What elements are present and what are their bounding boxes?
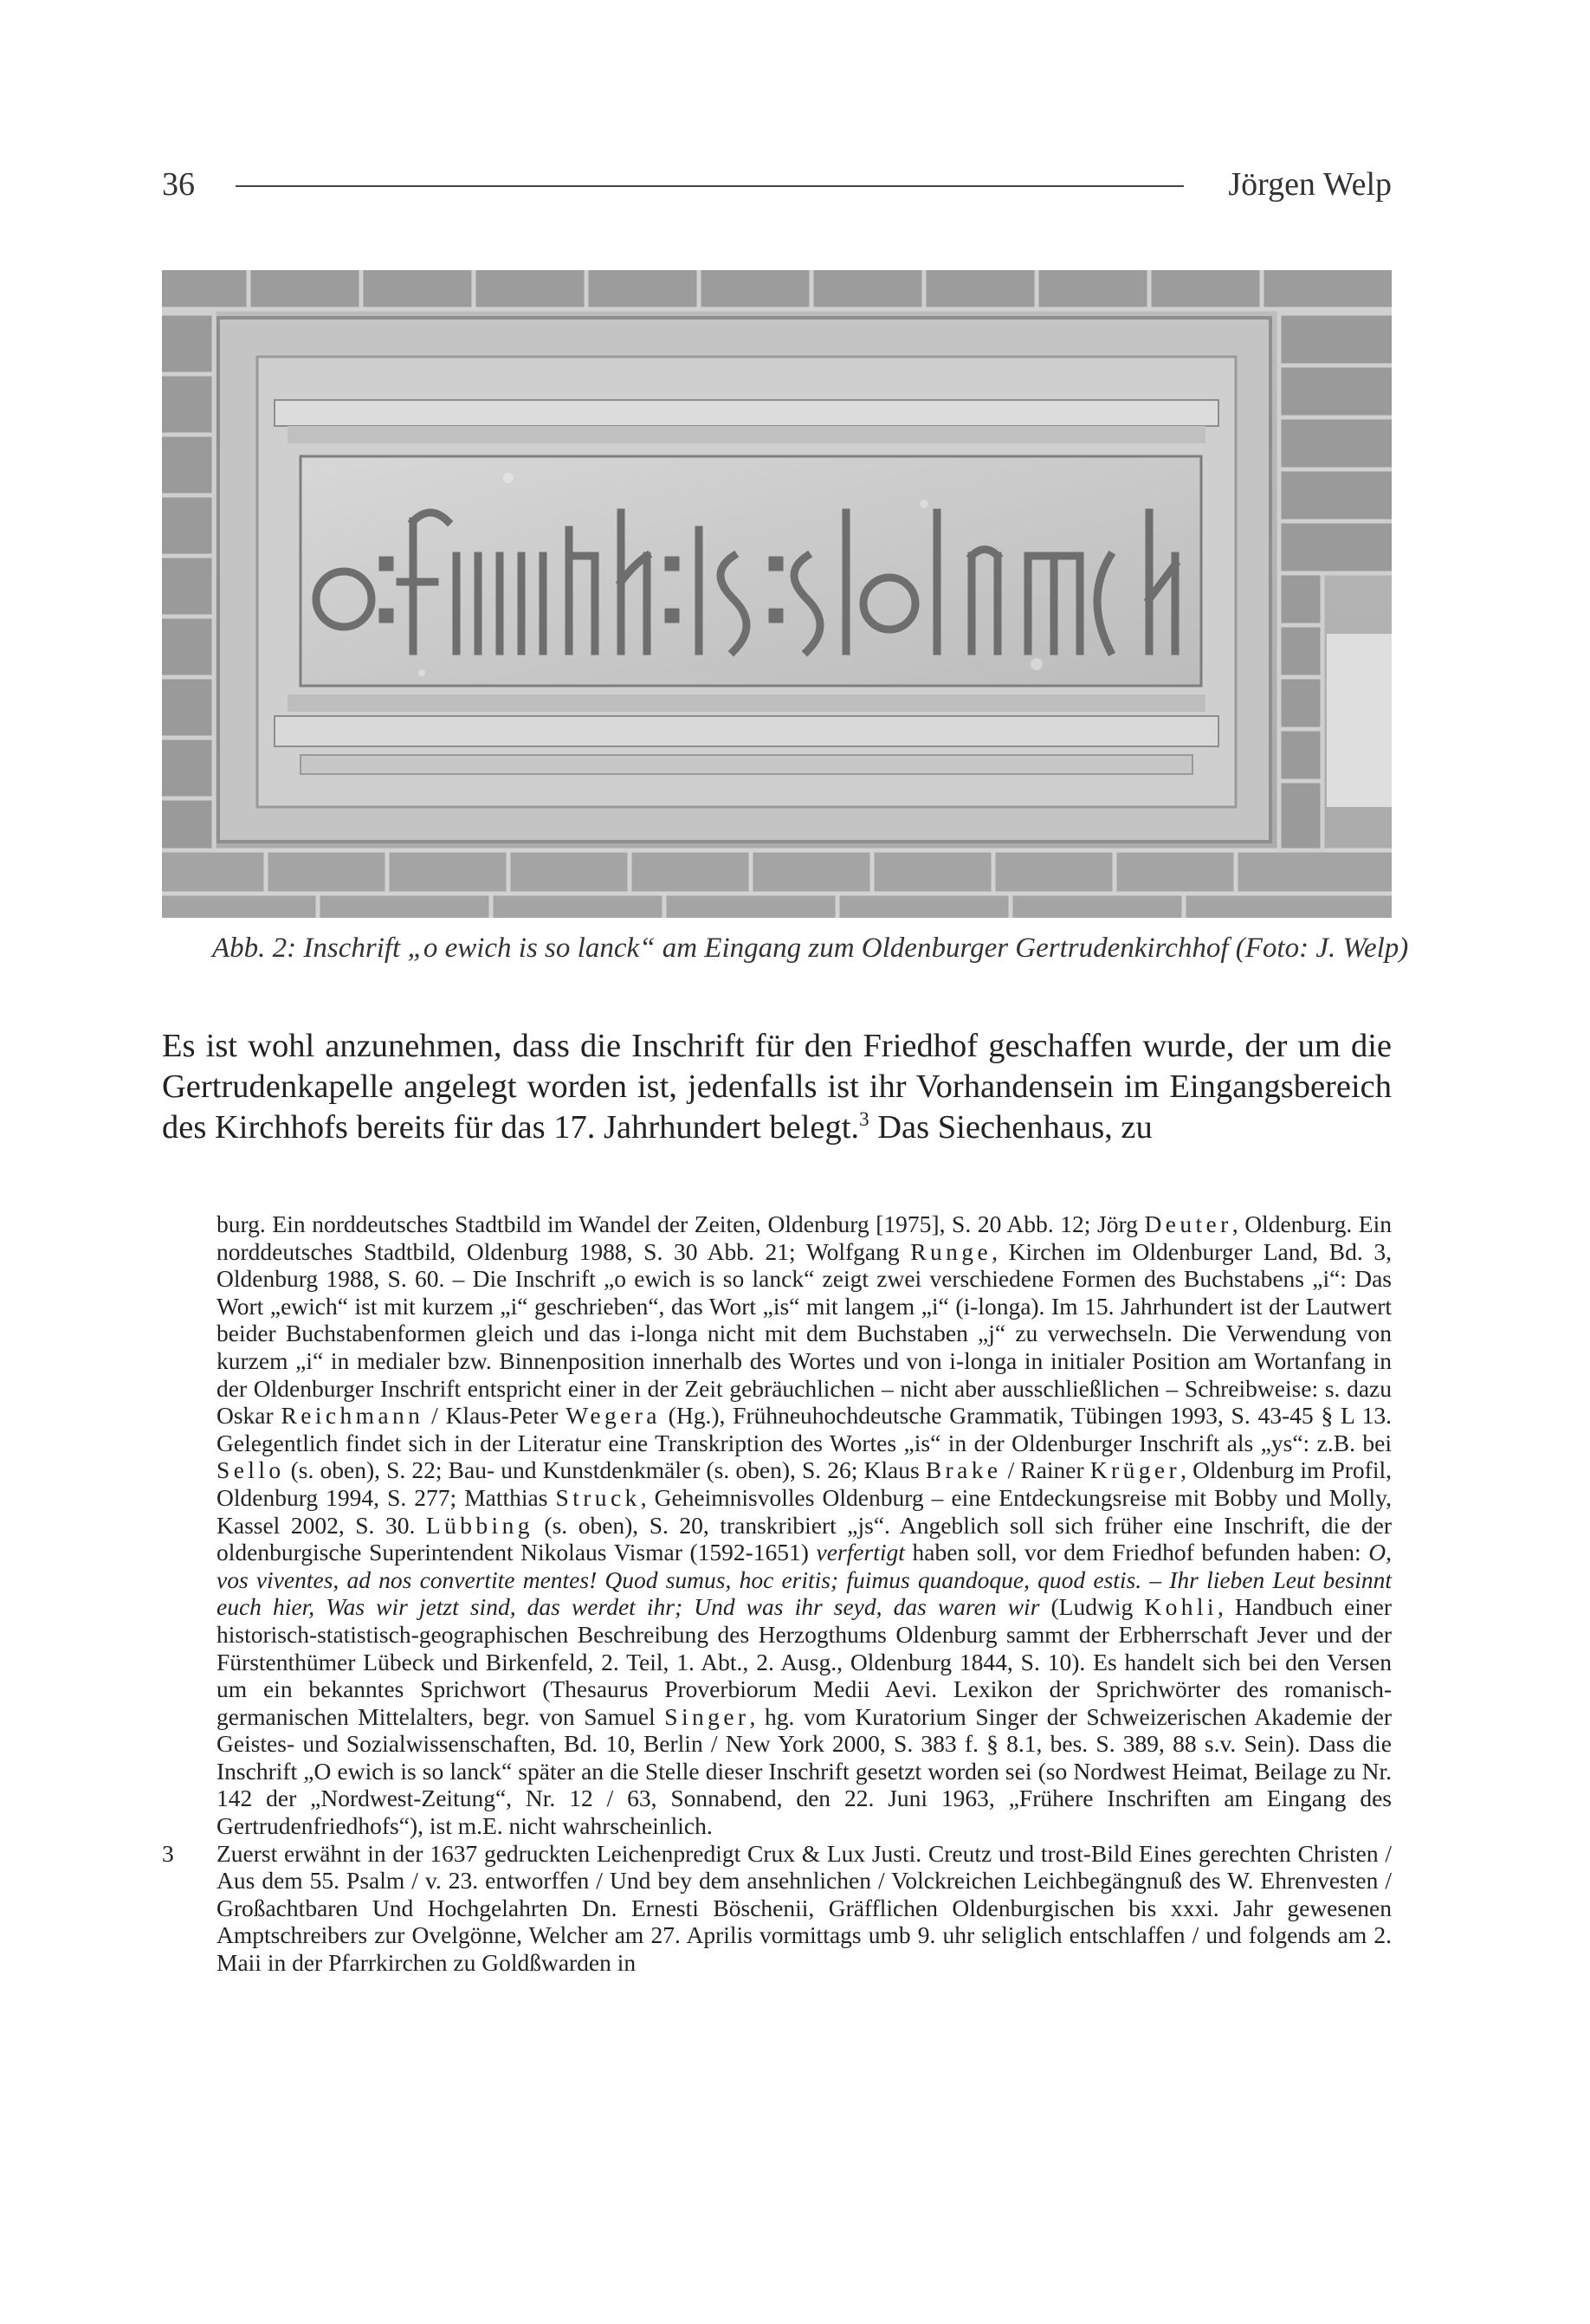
italic-text: verfertigt bbox=[816, 1539, 905, 1566]
author-name: Struck bbox=[555, 1483, 641, 1511]
photo-inscription-icon bbox=[162, 270, 1392, 918]
footnote-text: burg. Ein norddeutsches Stadtbild im Wandel der Zeiten, Oldenburg [1975], S. 20 Abb. 12; Jörg bbox=[217, 1210, 1145, 1237]
footnote-text: Zuerst erwähnt in der 1637 gedruckten Leichenpredigt Crux & Lux Justi. Creutz und trost-Bild Eines gerechten Christen / Aus dem 55. Psalm / v. 23. entworffen / Und bey dem ansehnlichen / Volckreichen Leichbegängnuß des W. Ehrenvesten / Großachtbaren Und Hochgelahrten Dn. Ernesti Böschenii, Gräfflichen Oldenburgischen bis xxxi. Jahr gewesenen Amptschreibers zur Ovelgönne, Welcher am 27. Aprilis vormittags umb 9. uhr seliglich entschlaffen / und folgends am 2. Maii in der Pfarrkirchen zu Goldßwarden in bbox=[217, 1839, 1392, 1977]
author-name: Brake bbox=[925, 1456, 1002, 1484]
inscription-photo bbox=[162, 270, 1392, 918]
author-name: Singer bbox=[664, 1702, 750, 1730]
author-name: Lübbing bbox=[425, 1511, 533, 1539]
body-paragraph bbox=[162, 1026, 1392, 1148]
author-name: Sello bbox=[217, 1456, 285, 1484]
header-rule bbox=[236, 185, 1184, 187]
footnote-text: haben soll, vor dem Friedhof befunden haben: bbox=[904, 1539, 1369, 1566]
footnote-text: (s. oben), S. 20, transkribiert „js“. Angeblich soll sich früher eine Inschrift, die der oldenburgische Superintendent Nikolaus Vismar (1592-1651) bbox=[217, 1511, 1392, 1566]
footnote-text: (Ludwig bbox=[1039, 1593, 1145, 1621]
footnote-text: / Klaus-Peter bbox=[423, 1402, 566, 1430]
footnote-text: , Handbuch einer historisch-statistisch-geographischen Beschreibung des Herzogthums Oldenburg sammt der Erbherrschaft Jever und der Fürstenthümer Lübeck und Birkenfeld, 2. Teil, 1. Abt., 2. Ausg., Oldenburg 1844, S. 10). Es handelt sich bei den Versen um ein bekanntes Sprichwort (Thesaurus Proverbiorum Medii Aevi. Lexikon der Sprichwörter des romanisch-germanischen Mittelalters, begr. von Samuel bbox=[217, 1593, 1392, 1730]
footnote-3 bbox=[162, 1839, 1392, 1977]
footnote-number: 3 bbox=[162, 1839, 174, 1867]
author-name: Kohli bbox=[1144, 1593, 1218, 1621]
author-name: Krüger bbox=[1089, 1456, 1181, 1484]
footnote-text: (s. oben), S. 22; Bau- und Kunstdenkmäler (s. oben), S. 26; Klaus bbox=[284, 1456, 926, 1484]
author-name: Wegera bbox=[566, 1402, 661, 1430]
footnote-reference: 3 bbox=[859, 1107, 869, 1131]
body-paragraph-tail: Das Siechenhaus, zu bbox=[869, 1109, 1153, 1146]
footnote-text: , Oldenburg im Profil, Oldenburg 1994, S. 277; Matthias bbox=[217, 1456, 1392, 1511]
figure-caption: Abb. 2: Inschrift „o ewich is so lanck“ am Eingang zum Oldenburger Gertrudenkirchhof (Foto: J. Welp) bbox=[212, 933, 1409, 964]
author-name: Reichmann bbox=[281, 1402, 424, 1430]
running-head: Jörgen Welp bbox=[1228, 166, 1392, 203]
footnote-text: (Hg.), Frühneuhochdeutsche Grammatik, Tübingen 1993, S. 43-45 § L 13. Gelegentlich findet sich in der Literatur eine Transkription des Wortes „is“ in der Oldenburger Inschrift als „ys“: z.B. bei bbox=[217, 1402, 1392, 1456]
footnote-text: , hg. vom Kuratorium Singer der Schweizerischen Akademie der Geistes- und Sozialwissenschaften, Bd. 10, Berlin / New York 2000, S. 383 f. § 8.1, bes. S. 389, 88 s.v. Sein). Dass die Inschrift „O ewich is so lanck“ später an die Stelle dieser Inschrift gesetzt worden sei (so Nordwest Heimat, Beilage zu Nr. 142 der „Nordwest-Zeitung“, Nr. 12 / 63, Sonnabend, den 22. Juni 1963, „Frühere Inschriften am Eingang des Gertrudenfriedhofs“), ist m.E. nicht wahrscheinlich. bbox=[217, 1702, 1392, 1840]
footnotes bbox=[162, 1210, 1392, 1977]
footnote-text: , Kirchen im Oldenburger Land, Bd. 3, Oldenburg 1988, S. 60. – Die Inschrift „o ewich is so lanck“ zeigt zwei verschiedene Formen des Buchstabens „i“: Das Wort „ewich“ ist mit kurzem „i“ geschrieben“, das Wort „is“ mit langem „i“ (i-longa). Im 15. Jahrhundert ist der Lautwert beider Buchstabenformen gleich und das i-longa nicht mit dem Buchstaben „j“ zu verwechseln. Die Verwendung von kurzem „i“ in medialer bzw. Binnenposition innerhalb des Wortes und von i-longa in initialer Position am Wortanfang in der Oldenburger Inschrift entspricht einer in der Zeit gebräuchlichen – nicht aber ausschließlichen – Schreibweise: s. dazu Oskar bbox=[217, 1237, 1392, 1430]
page-header bbox=[162, 158, 1392, 210]
author-name: Deuter bbox=[1144, 1210, 1232, 1237]
body-paragraph-text: Es ist wohl anzunehmen, dass die Inschrift für den Friedhof geschaffen wurde, der um die Gertrudenkapelle angelegt worden ist, jedenfalls ist ihr Vorhandensein im Eingangsbereich des Kirchhofs bereits für das 17. Jahrhundert belegt. bbox=[162, 1028, 1392, 1146]
italic-quote: O, vos viventes, ad nos convertite mentes! Quod sumus, hoc eritis; fuimus quandoque, quod estis. – Ihr lieben Leut besinnt euch hier, Was wir jetzt sind, das werdet ihr; Und was ihr seyd, das waren wir bbox=[217, 1539, 1392, 1621]
footnote-text: , Oldenburg. Ein norddeutsches Stadtbild, Oldenburg 1988, S. 30 Abb. 21; Wolfgang bbox=[217, 1210, 1392, 1265]
footnote-text: / Rainer bbox=[1001, 1456, 1090, 1484]
page-number: 36 bbox=[162, 166, 195, 203]
footnote-2-continued bbox=[217, 1210, 1392, 1840]
author-name: Runge bbox=[910, 1237, 992, 1265]
footnote-text: , Geheimnisvolles Oldenburg – eine Entdeckungsreise mit Bobby und Molly, Kassel 2002, S. 30. bbox=[217, 1483, 1392, 1539]
